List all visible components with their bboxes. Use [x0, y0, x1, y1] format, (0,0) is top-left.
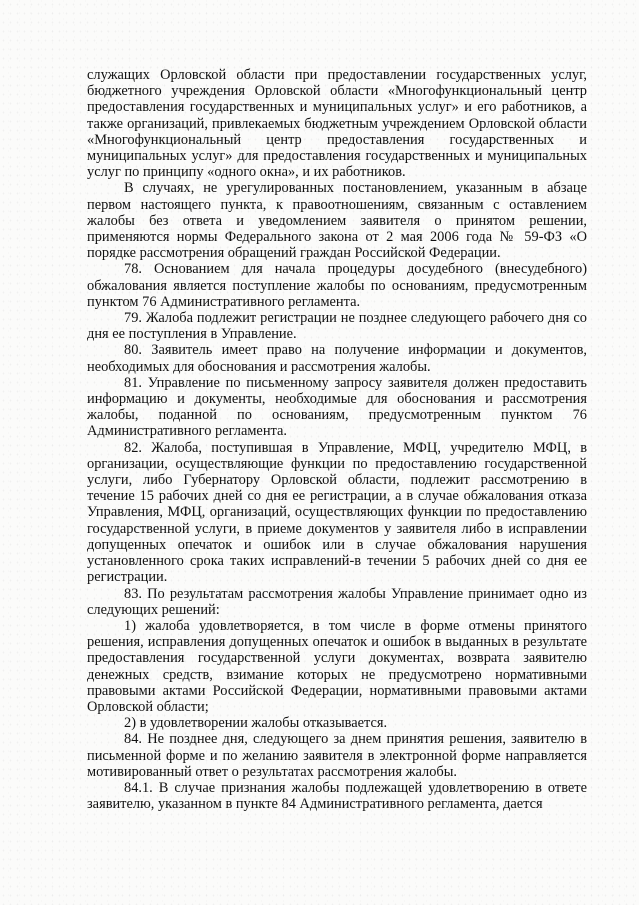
document-body [87, 67, 587, 812]
paragraph-78: 78. Основанием для начала процедуры досудебного (внесудебного) обжалования является поступление жалобы по основаниям, предусмотренным пунктом 76 Административного регламента. [87, 261, 587, 310]
paragraph-84-1: 84.1. В случае признания жалобы подлежащей удовлетворению в ответе заявителю, указанном в пункте 84 Административного регламента, дается [87, 779, 587, 813]
paragraph-continuation: служащих Орловской области при предоставлении государственных услуг, бюджетного учреждения Орловской области «Многофункциональный центр предоставления государственных и муниципальных услуг» и его работников, а также организаций, привлекаемых бюджетным учреждением Орловской области «Многофункциональный центр предоставления государственных и муниципальных услуг» для предоставления государственных и муниципальных услуг по принципу «одного окна», и их работников. [87, 67, 587, 181]
paragraph-82: 82. Жалоба, поступившая в Управление, МФЦ, учредителю МФЦ, в организации, осуществляющие функции по предоставлению государственной услуги, либо Губернатору Орловской области, подлежит рассмотрению в течение 15 рабочих дней со дня ее регистрации, а в случае обжалования отказа Управления, МФЦ, организаций, осуществляющих функции по предоставлению государственной услуги, в приеме документов у заявителя либо в исправлении допущенных опечаток и ошибок или в случае обжалования нарушения установленного срока таких исправлений-в течении 5 рабочих дней со дня ее регистрации. [87, 439, 587, 586]
paragraph-unregulated-cases: В случаях, не урегулированных постановлением, указанным в абзаце первом настоящего пункта, к правоотношениям, связанным с оставлением жалобы без ответа и уведомлением заявителя о принятом решении, применяются нормы Федерального закона от 2 мая 2006 года № 59-ФЗ «О порядке рассмотрения обращений граждан Российской Федерации. [87, 180, 587, 262]
list-item-2: 2) в удовлетворении жалобы отказывается. [124, 715, 388, 732]
paragraph-79: 79. Жалоба подлежит регистрации не позднее следующего рабочего дня со дня ее поступления в Управление. [87, 310, 587, 343]
list-item-1: 1) жалоба удовлетворяется, в том числе в форме отмены принятого решения, исправления допущенных опечаток и ошибок в выданных в результате предоставления государственной услуги документах, возврата заявителю денежных средств, взимание которых не предусмотрено нормативными правовыми актами Российской Федерации, нормативными правовыми актами Орловской области; [87, 617, 587, 715]
paragraph-81: 81. Управление по письменному запросу заявителя должен предоставить информацию и документы, необходимые для обоснования и рассмотрения жалобы, поданной по основаниям, предусмотренным пунктом 76 Административного регламента. [87, 374, 587, 440]
paragraph-83: 83. По результатам рассмотрения жалобы Управление принимает одно из следующих решений: [87, 585, 587, 618]
paragraph-84: 84. Не позднее дня, следующего за днем принятия решения, заявителю в письменной форме и по желанию заявителя в электронной форме направляется мотивированный ответ о результатах рассмотрения жалобы. [87, 731, 587, 780]
paragraph-80: 80. Заявитель имеет право на получение информации и документов, необходимых для обоснования и рассмотрения жалобы. [87, 342, 587, 375]
